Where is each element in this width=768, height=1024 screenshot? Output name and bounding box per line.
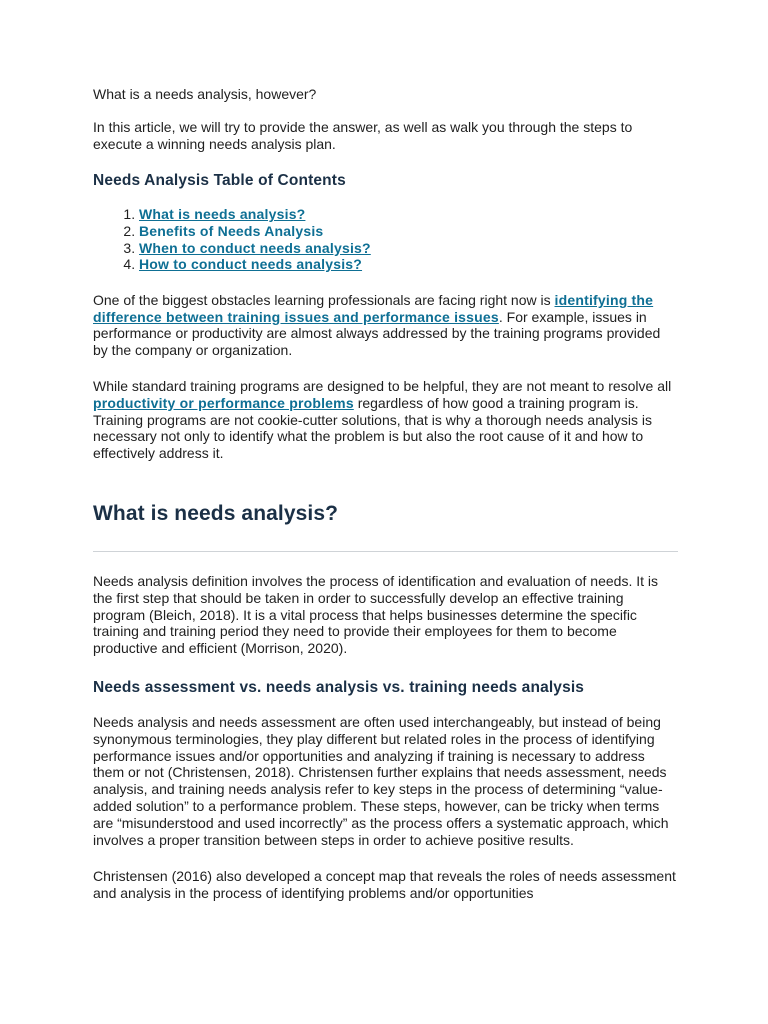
toc-item <box>139 240 678 257</box>
obstacles-text-after: . For example, issues in performance or productivity are almost always addressed by the training programs provided by the company or organization. <box>93 308 661 359</box>
section-heading-what-is-needs-analysis: What is needs analysis? <box>93 501 339 525</box>
toc-link-benefits[interactable]: Benefits of Needs Analysis <box>139 222 324 239</box>
toc-item <box>139 206 678 223</box>
standard-text-before: While standard training programs are designed to be helpful, they are not meant to resolve all <box>93 377 672 394</box>
productivity-problems-link[interactable]: productivity or performance problems <box>93 394 354 411</box>
definition-paragraph: Needs analysis definition involves the process of identification and evaluation of needs. It is the first step that should be taken in order to successfully develop an effective training program (Bleich, 2018). It is a vital process that helps businesses determine the specific training and training period they need to provide their employees for them to become productive and efficient (Morrison, 2020). <box>93 572 659 657</box>
toc-link-what-is-needs-analysis[interactable]: What is needs analysis? <box>139 206 306 223</box>
section-divider <box>93 551 678 552</box>
intro-article-paragraph: In this article, we will try to provide the answer, as well as walk you through the steps to execute a winning needs analysis plan. <box>93 118 633 152</box>
toc-item <box>139 223 678 240</box>
obstacles-paragraph <box>93 292 678 359</box>
toc-link-how-to-conduct[interactable]: How to conduct needs analysis? <box>139 256 363 273</box>
article-body <box>93 86 678 902</box>
toc-heading: Needs Analysis Table of Contents <box>93 172 346 190</box>
intro-question: What is a needs analysis, however? <box>93 86 317 102</box>
toc-list <box>93 206 678 272</box>
concept-map-paragraph: Christensen (2016) also developed a concept map that reveals the roles of needs assessment and analysis in the process of identifying problems and/or opportunities <box>93 868 676 902</box>
assessment-paragraph: Needs analysis and needs assessment are often used interchangeably, but instead of being synonymous terminologies, they play different but related roles in the process of identifying performance issues and/or opportunities and analyzing if training is necessary to address them or not (Christensen, 2018). Christensen further explains that needs assessment, needs analysis, and training needs analysis refer to key steps in the process of determining “value-added solution” to a performance problem. These steps, however, can be tricky when terms are “misunderstood and used incorrectly” as the process offers a systematic approach, which involves a proper transition between steps in order to achieve positive results. <box>93 713 669 848</box>
standard-text-after: regardless of how good a training program is. Training programs are not cookie-cutter solutions, that is why a thorough needs analysis is necessary not only to identify what the problem is but also the root cause of it and how to effectively address it. <box>93 394 652 462</box>
obstacles-text-before: One of the biggest obstacles learning professionals are facing right now is <box>93 291 555 308</box>
subheading-assessment-vs-analysis: Needs assessment vs. needs analysis vs. training needs analysis <box>93 678 585 696</box>
toc-item <box>139 256 678 273</box>
training-vs-performance-link[interactable]: identifying the difference between training issues and performance issues <box>93 291 654 325</box>
standard-programs-paragraph <box>93 378 678 462</box>
toc-link-when-to-conduct[interactable]: When to conduct needs analysis? <box>139 239 371 256</box>
